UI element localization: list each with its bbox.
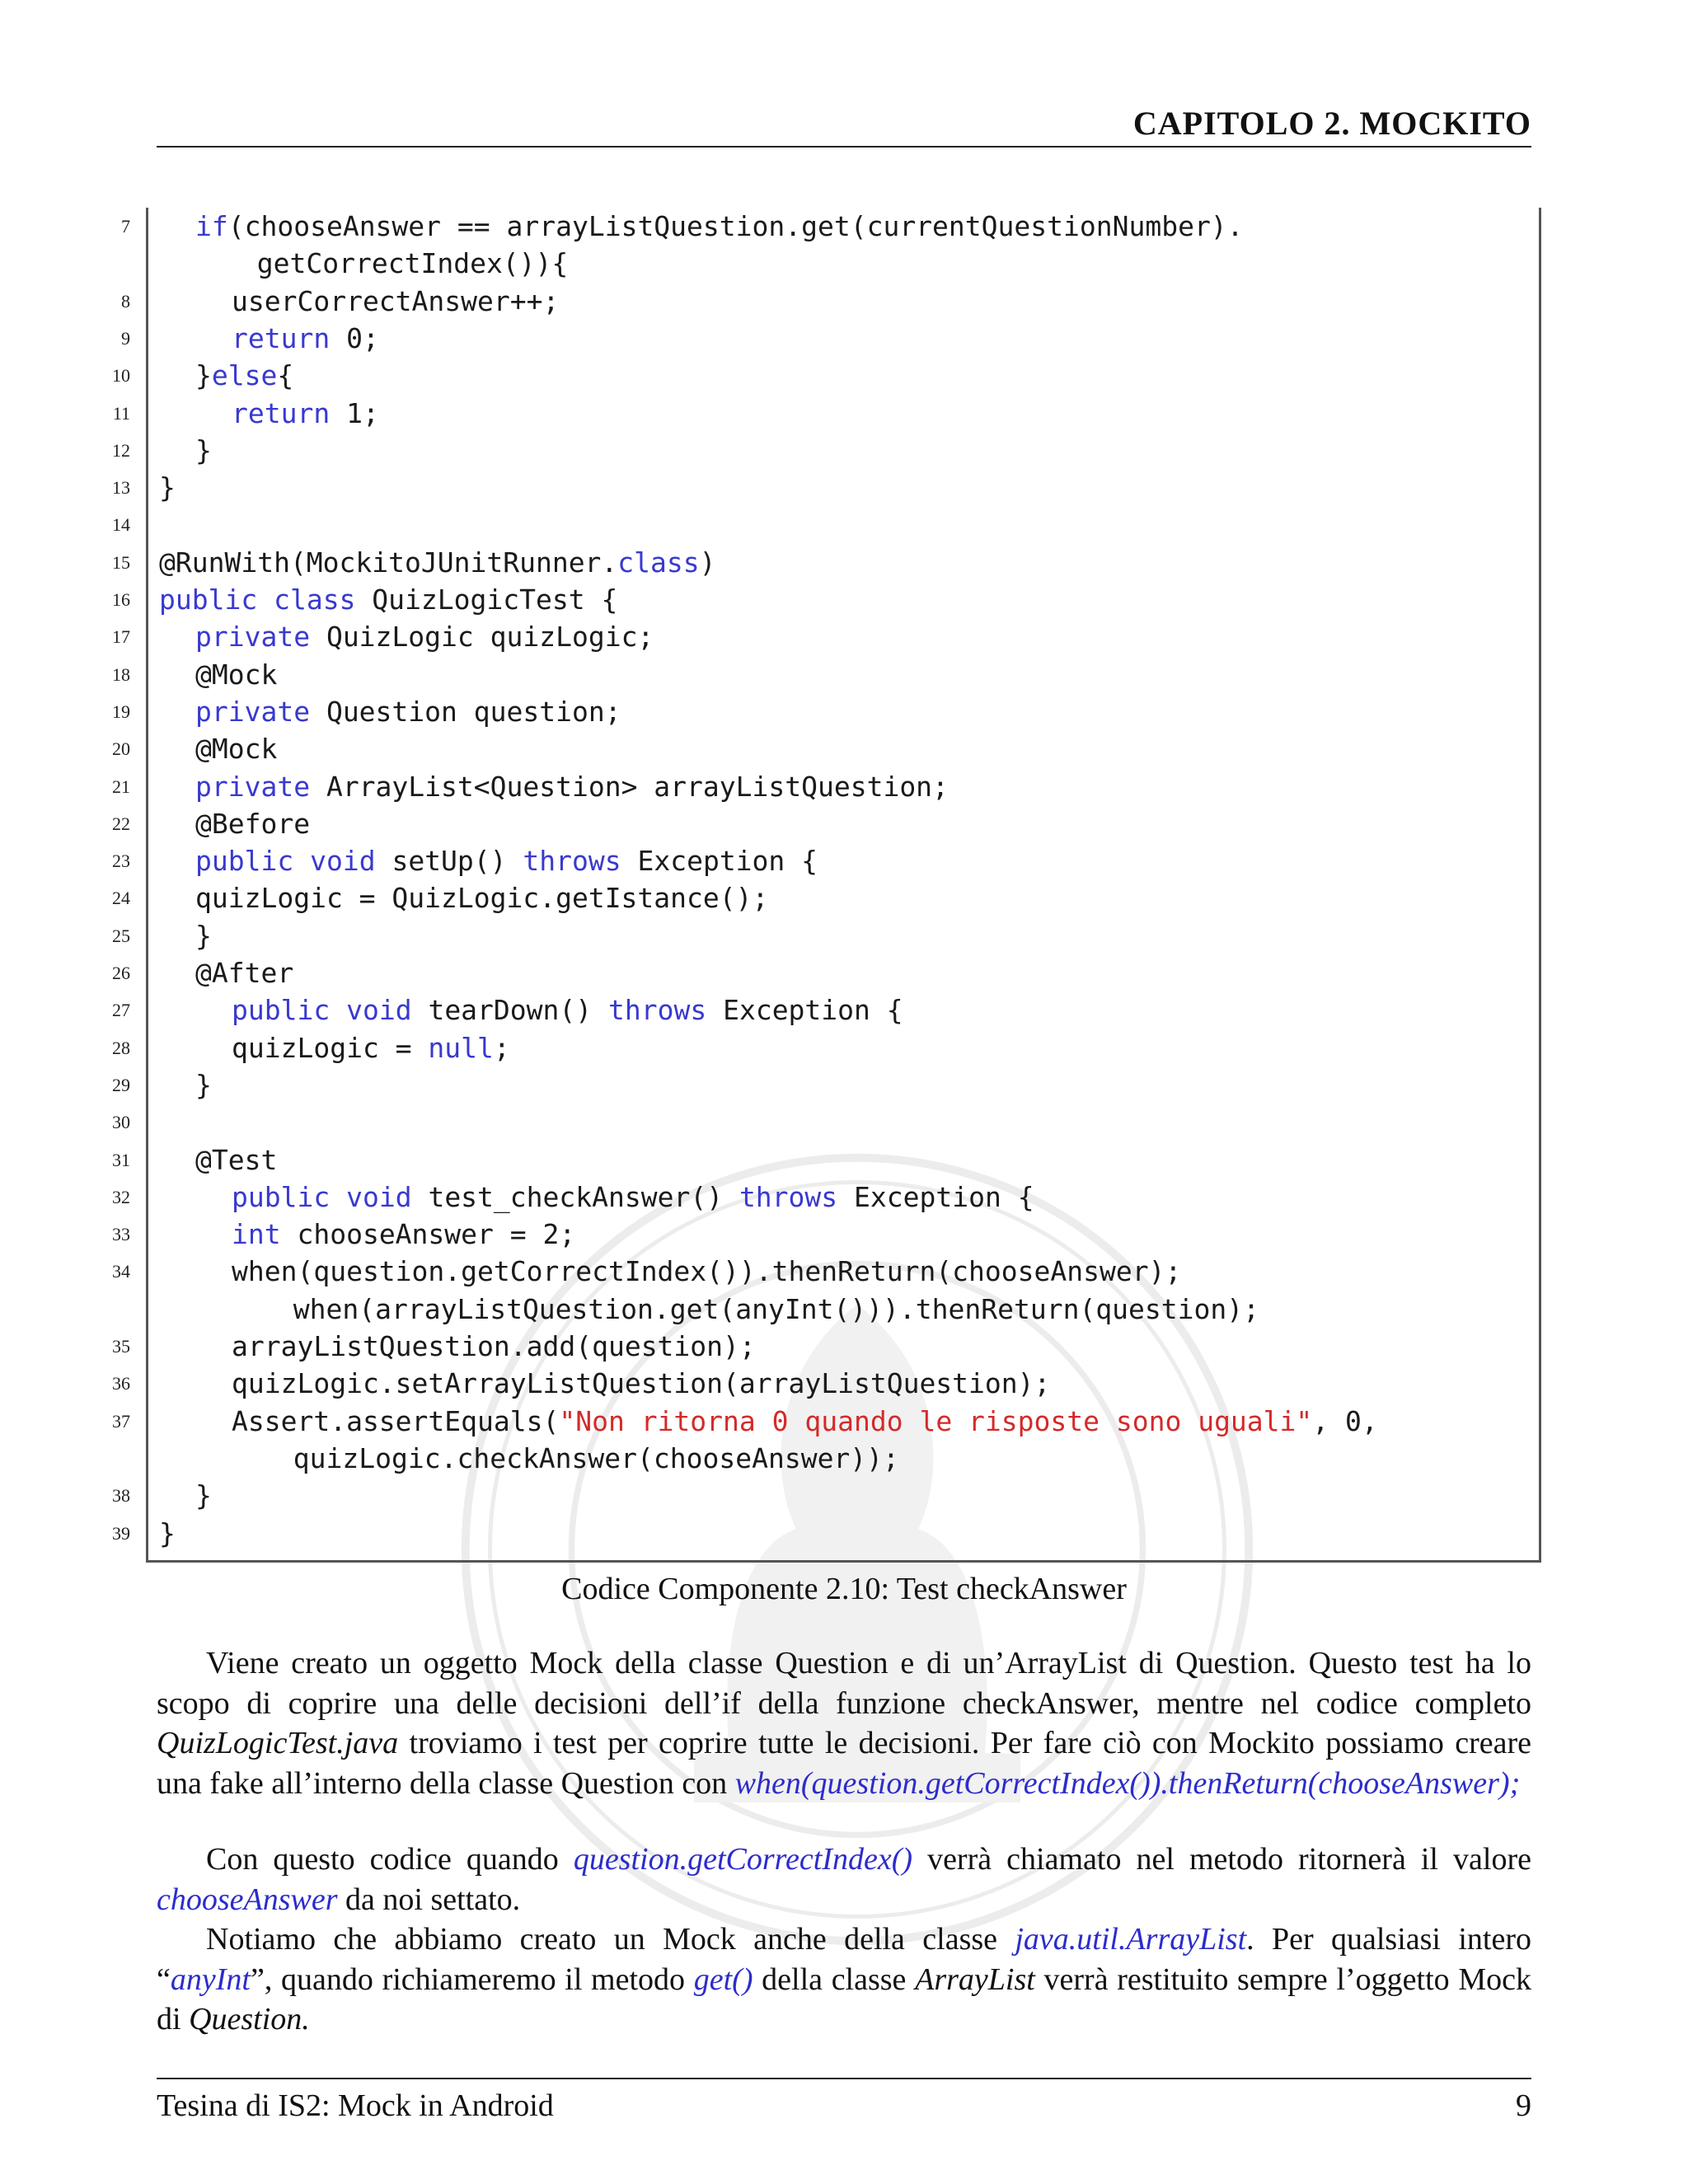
code-token: tearDown() xyxy=(411,994,608,1027)
code-token: when(arrayListQuestion.get(anyInt())).thenReturn(question); xyxy=(293,1292,1259,1325)
italic-text: Question. xyxy=(189,2002,310,2036)
line-number: 29 xyxy=(112,1074,130,1095)
code-listing xyxy=(112,208,1541,1563)
code-text xyxy=(159,1515,176,1552)
line-number: 21 xyxy=(112,776,130,797)
code-keyword: class xyxy=(617,546,700,579)
line-number: 36 xyxy=(112,1373,130,1394)
code-keyword: public xyxy=(232,1180,331,1213)
code-keyword: else xyxy=(211,359,278,392)
code-text xyxy=(293,1291,1259,1328)
line-number: 37 xyxy=(112,1410,130,1432)
code-keyword: throws xyxy=(608,994,707,1027)
footer-title: Tesina di IS2: Mock in Android xyxy=(157,2088,554,2123)
page-number: 9 xyxy=(1516,2088,1531,2123)
header-rule xyxy=(157,146,1531,148)
paragraph-text: . Per qualsiasi intero “ xyxy=(157,1922,1531,1997)
code-text xyxy=(195,357,293,394)
code-text xyxy=(195,208,1244,245)
line-number: 20 xyxy=(112,738,130,760)
line-number: 25 xyxy=(112,925,130,946)
code-text xyxy=(159,469,176,506)
code-text xyxy=(195,618,654,655)
code-token: 1; xyxy=(330,396,379,429)
code-reference: chooseAnswer xyxy=(157,1882,338,1917)
code-text xyxy=(159,581,617,618)
code-keyword: return xyxy=(232,321,331,354)
code-text xyxy=(195,693,621,730)
line-number: 8 xyxy=(121,290,130,312)
code-token xyxy=(293,845,310,877)
code-token: quizLogic = xyxy=(232,1031,429,1064)
code-keyword: private xyxy=(195,695,311,728)
line-number: 34 xyxy=(112,1261,130,1282)
code-text xyxy=(232,283,559,320)
code-token: (chooseAnswer == arrayListQuestion.get(currentQuestionNumber). xyxy=(227,210,1244,242)
code-token: userCorrectAnswer++; xyxy=(232,284,560,317)
code-text xyxy=(232,1365,1050,1402)
code-token: } xyxy=(195,919,212,952)
line-number: 17 xyxy=(112,626,130,648)
line-number: 23 xyxy=(112,851,130,872)
code-token: @Test xyxy=(195,1143,278,1176)
code-text xyxy=(159,544,716,581)
line-number: 7 xyxy=(121,216,130,237)
code-token: quizLogic.setArrayListQuestion(arrayListQuestion); xyxy=(232,1367,1051,1400)
line-number: 18 xyxy=(112,663,130,685)
code-text xyxy=(232,1253,1181,1290)
line-number: 39 xyxy=(112,1522,130,1544)
code-token: when(question.getCorrectIndex()).thenReturn(chooseAnswer); xyxy=(232,1255,1182,1288)
paragraph-text: ”, quando richiameremo il metodo xyxy=(250,1961,694,1997)
code-token: setUp() xyxy=(375,845,523,878)
code-keyword: void xyxy=(310,845,376,878)
code-keyword: null xyxy=(428,1031,494,1064)
code-keyword: int xyxy=(232,1218,281,1251)
code-token: Exception { xyxy=(621,845,818,878)
code-keyword: void xyxy=(346,994,412,1027)
line-number: 33 xyxy=(112,1224,130,1245)
code-token: arrayListQuestion.add(question); xyxy=(232,1330,756,1362)
code-token: ; xyxy=(493,1031,510,1064)
line-number: 10 xyxy=(112,365,130,387)
line-number: 19 xyxy=(112,701,130,722)
code-text xyxy=(195,1066,212,1104)
code-token: Question question; xyxy=(310,695,621,728)
footer-rule xyxy=(157,2078,1531,2079)
line-number: 11 xyxy=(112,402,130,424)
code-text xyxy=(195,1477,212,1514)
line-number: 15 xyxy=(112,551,130,573)
code-keyword: private xyxy=(195,770,311,803)
chapter-header: CAPITOLO 2. MOCKITO xyxy=(1132,105,1531,142)
code-token: ArrayList<Question> arrayListQuestion; xyxy=(310,770,949,803)
line-number: 28 xyxy=(112,1037,130,1058)
line-number: 24 xyxy=(112,888,130,909)
code-text xyxy=(195,432,212,469)
code-token: @Mock xyxy=(195,733,278,766)
code-keyword: public xyxy=(232,994,331,1027)
code-token: QuizLogicTest { xyxy=(355,583,618,616)
code-token: @RunWith(MockitoJUnitRunner. xyxy=(159,546,618,579)
line-number: 9 xyxy=(121,327,130,349)
code-token: quizLogic = QuizLogic.getIstance(); xyxy=(195,882,769,915)
paragraph xyxy=(157,1840,1531,1919)
italic-text: QuizLogicTest.java xyxy=(157,1726,399,1760)
paragraph-text: Con questo codice quando xyxy=(206,1842,574,1877)
paragraph-text: verrà chiamato nel metodo ritornerà il valore xyxy=(912,1842,1531,1877)
line-number: 27 xyxy=(112,1000,130,1021)
code-token xyxy=(257,583,274,616)
code-text xyxy=(195,1141,277,1179)
paragraph-text: da noi settato. xyxy=(337,1882,521,1917)
paragraph-text: verrà restituito sempre l’oggetto Mock di xyxy=(157,1961,1531,2036)
code-text xyxy=(232,320,379,357)
line-number: 30 xyxy=(112,1112,130,1133)
code-token: Exception { xyxy=(837,1180,1034,1213)
code-token: } xyxy=(195,434,212,466)
code-text xyxy=(232,1216,575,1253)
line-number: 26 xyxy=(112,963,130,983)
code-reference: question.getCorrectIndex() xyxy=(573,1842,913,1877)
code-text xyxy=(195,730,277,767)
code-text xyxy=(195,768,949,805)
code-keyword: void xyxy=(346,1180,412,1213)
line-number: 38 xyxy=(112,1485,130,1507)
code-text xyxy=(195,842,818,879)
code-text xyxy=(293,1440,899,1477)
code-text xyxy=(232,395,379,432)
code-keyword: if xyxy=(195,210,228,242)
code-keyword: public xyxy=(159,583,258,616)
code-text xyxy=(232,1179,1034,1216)
code-reference: get() xyxy=(693,1961,753,1997)
code-caption: Codice Componente 2.10: Test checkAnswer xyxy=(561,1572,1127,1606)
code-token: getCorrectIndex()){ xyxy=(256,247,569,280)
code-token: } xyxy=(159,471,176,504)
code-text xyxy=(195,917,212,954)
paragraph-text: troviamo i test per coprire tutte le decisioni. Per fare ciò con Mockito possiamo creare una fake all’interno della classe Question con xyxy=(157,1726,1531,1801)
code-keyword: private xyxy=(195,621,311,654)
code-token: quizLogic.checkAnswer(chooseAnswer)); xyxy=(293,1441,899,1474)
italic-text: ArrayList xyxy=(915,1961,1035,1997)
code-token: @Before xyxy=(195,807,311,840)
line-number: 12 xyxy=(112,439,130,461)
code-token: Assert.assertEquals( xyxy=(232,1404,560,1437)
code-reference: java.util.ArrayList xyxy=(1015,1922,1247,1957)
code-text xyxy=(195,954,293,991)
code-token: } xyxy=(195,1068,212,1101)
code-keyword: public xyxy=(195,845,294,878)
paragraph-text: Notiamo che abbiamo creato un Mock anche della classe xyxy=(206,1922,1015,1957)
code-text xyxy=(257,245,569,282)
paragraph-text: della classe xyxy=(753,1961,916,1997)
code-keyword: throws xyxy=(738,1180,838,1213)
line-number: 22 xyxy=(112,813,130,834)
code-token: Exception { xyxy=(706,994,903,1027)
line-number: 31 xyxy=(112,1149,130,1170)
code-token: 0; xyxy=(330,321,379,354)
code-token: test_checkAnswer() xyxy=(411,1180,739,1213)
paragraph xyxy=(157,1643,1531,1803)
code-reference: when(question.getCorrectIndex()).thenReturn(chooseAnswer); xyxy=(734,1765,1521,1801)
code-token: } xyxy=(195,359,212,392)
code-token: ) xyxy=(699,546,716,579)
line-number: 14 xyxy=(112,514,130,536)
paragraph xyxy=(157,1919,1531,2040)
paragraph-text: Viene creato un oggetto Mock della classe Question e di un’ArrayList di Question. Questo test ha lo scopo di coprire una delle decisioni dell’if della funzione checkAnswer, mentre nel codice completo xyxy=(157,1646,1531,1721)
code-token: QuizLogic quizLogic; xyxy=(310,621,654,654)
code-token: @Mock xyxy=(195,658,278,691)
code-keyword: throws xyxy=(523,845,621,878)
code-keyword: return xyxy=(232,396,331,429)
code-reference: anyInt xyxy=(170,1961,251,1997)
code-keyword: class xyxy=(274,583,356,616)
code-string: "Non ritorna 0 quando le risposte sono uguali" xyxy=(559,1404,1313,1437)
code-text xyxy=(232,991,903,1029)
code-text xyxy=(232,1029,510,1066)
code-text xyxy=(195,656,277,693)
code-token xyxy=(330,1181,346,1213)
line-number: 32 xyxy=(112,1186,130,1207)
code-token: , 0, xyxy=(1312,1404,1378,1437)
code-text xyxy=(232,1328,756,1365)
line-number: 13 xyxy=(112,477,130,499)
code-token: @After xyxy=(195,957,294,989)
code-text xyxy=(232,1403,1378,1440)
line-number: 16 xyxy=(112,589,130,610)
code-token: chooseAnswer = 2; xyxy=(280,1218,576,1251)
line-number: 35 xyxy=(112,1336,130,1357)
code-token: { xyxy=(277,359,294,392)
code-text xyxy=(195,805,310,842)
code-token: } xyxy=(195,1479,212,1512)
code-token xyxy=(330,994,346,1026)
code-text xyxy=(195,879,768,916)
code-token: } xyxy=(159,1516,176,1549)
